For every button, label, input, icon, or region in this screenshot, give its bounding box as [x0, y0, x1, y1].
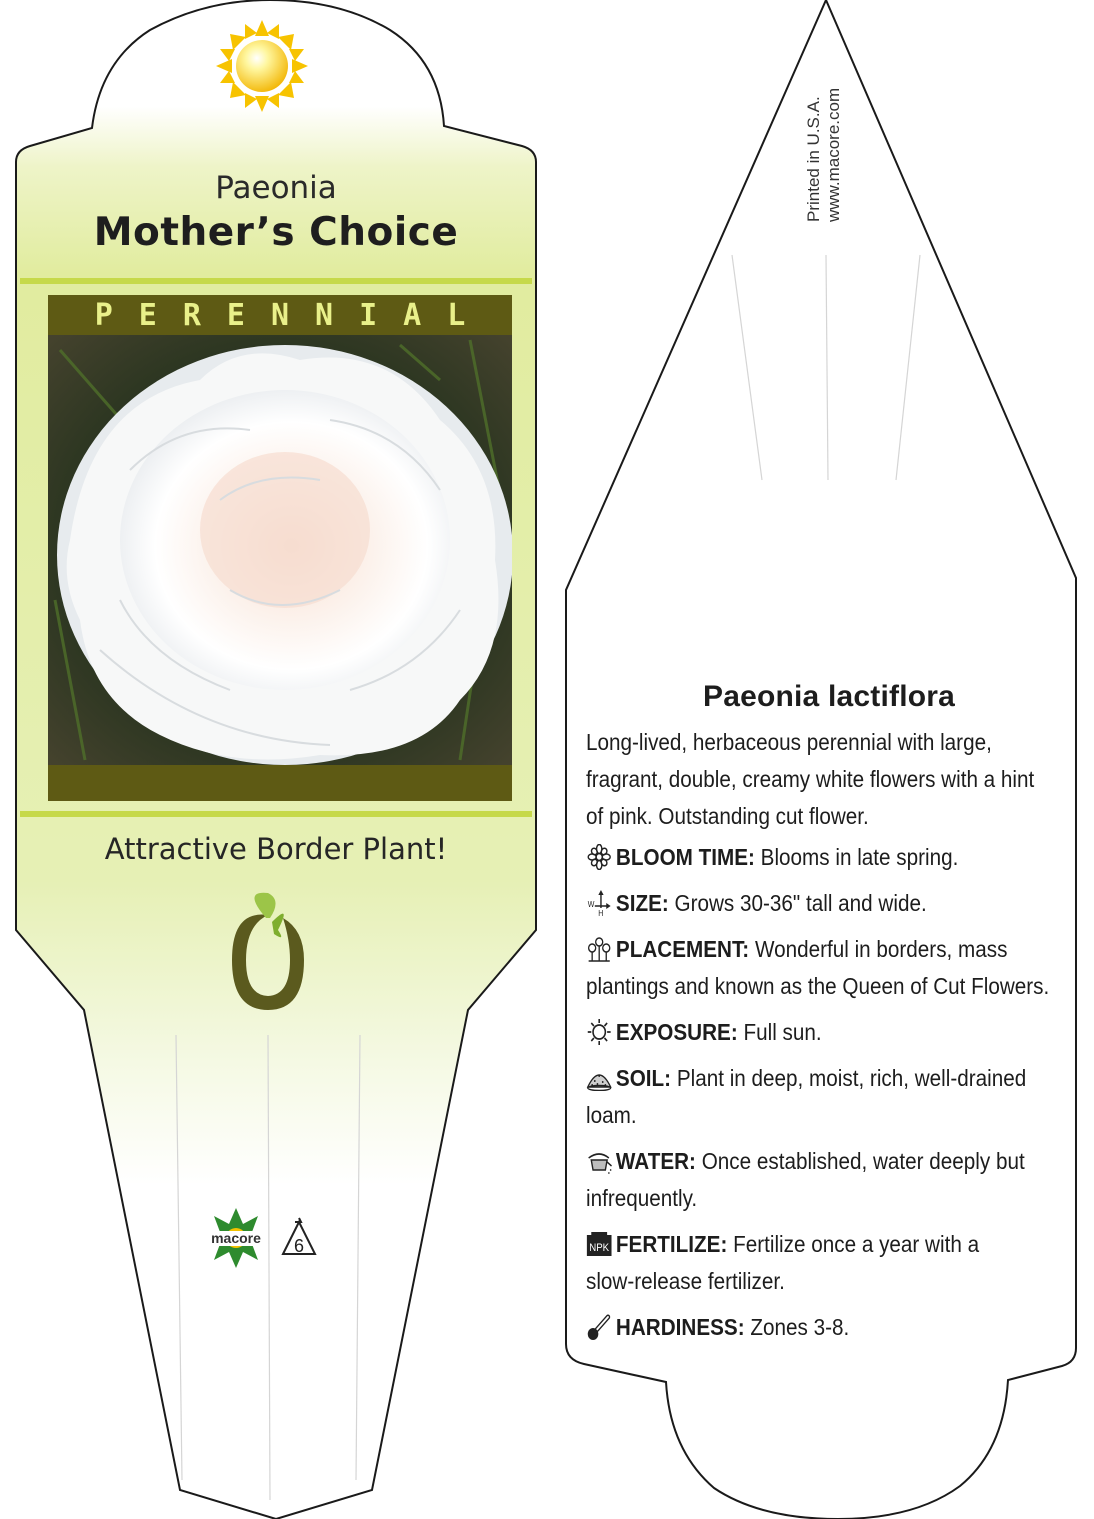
size-row: W H SIZE: Grows 30-36" tall and wide.: [586, 885, 1072, 922]
placement-row: PLACEMENT: Wonderful in borders, mass plantings and known as the Queen of Cut Flowers.: [586, 936, 1050, 999]
category-label: PERENNIAL: [94, 298, 492, 333]
npk-icon: [586, 1231, 612, 1257]
exposure-row: EXPOSURE: Full sun.: [586, 1014, 1072, 1051]
svg-text:NPK: NPK: [589, 1242, 610, 1255]
watering-can-icon: [586, 1148, 612, 1174]
bloom-time-row: BLOOM TIME: Blooms in late spring.: [586, 839, 1072, 876]
care-info-panel: [586, 680, 1072, 1355]
photo-bottom-band: [48, 765, 512, 801]
tagline: Attractive Border Plant!: [104, 832, 448, 866]
water-row: WATER: Once established, water deeply but infrequently.: [586, 1148, 1025, 1211]
thermometer-icon: [586, 1314, 612, 1340]
sun-outline-icon: [586, 1019, 612, 1045]
hardiness-row: HARDINESS: Zones 3-8.: [586, 1309, 1072, 1346]
fertilize-row: NPK FERTILIZE: Fertilize once a year with a slow-release fertilizer.: [586, 1231, 980, 1294]
header-divider-line: [20, 278, 532, 284]
genus-name: Paeonia: [215, 170, 337, 206]
flower-icon: [586, 844, 612, 870]
scientific-name: Paeonia lactiflora: [702, 680, 956, 713]
plant-description: Long-lived, herbaceous perennial with large, fragrant, double, creamy white flowers with a hint of pink. Outstanding cut flower.: [586, 729, 1035, 829]
website-link[interactable]: www.macore.com: [824, 87, 843, 222]
svg-text:W: W: [587, 899, 595, 910]
size-arrows-icon: [586, 890, 612, 916]
svg-text:H: H: [598, 908, 604, 916]
soil-row: SOIL: Plant in deep, moist, rich, well-drained loam.: [586, 1065, 1027, 1128]
recycle-code: 6: [293, 1236, 305, 1256]
peony-photo: [48, 335, 513, 765]
tagline-divider-line: [20, 811, 532, 817]
brand-name: macore: [211, 1230, 261, 1246]
cultivar-name: Mother’s Choice: [93, 210, 459, 255]
macore-logo-icon: [206, 1208, 266, 1268]
soil-icon: [586, 1065, 612, 1091]
printed-in-label: Printed in U.S.A.: [804, 96, 823, 222]
placement-flowers-icon: [586, 936, 612, 962]
